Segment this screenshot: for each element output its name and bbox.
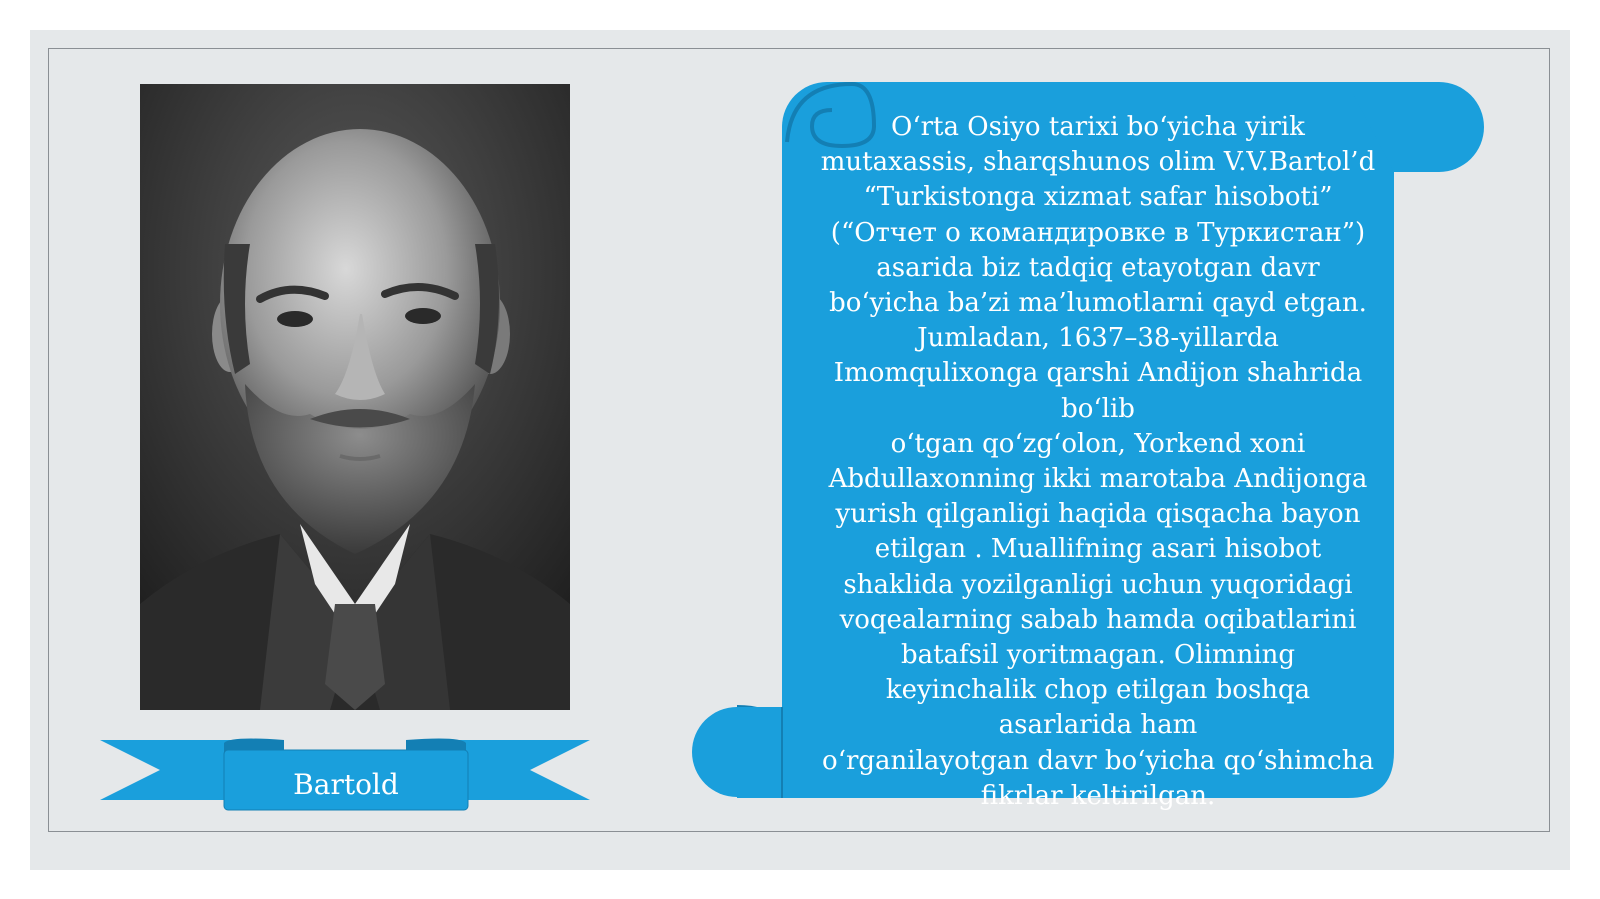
scroll-body-text: O‘rta Osiyo tarixi bo‘yicha yirik mutaxassis, sharqshunos olim V.V.Bartol’d “Turkistonga xizmat safar hisoboti” (“Отчет о командировке в Туркистан”) asarida biz tadqiq etayotgan davr bo‘yicha ba’zi ma’lumotlarni qayd etgan. Jumladan, 1637–38-yillarda Imomqulixonga qarshi Andijon shahrida bo‘lib o‘tgan qo‘zg‘olon, Yorkend xoni Abdullaxonning ikki marotaba Andijonga yurish qilganligi haqida qisqacha bayon etilgan . Muallifning asari hisobot shaklida yozilganligi uchun yuqoridagi voqealarning sabab hamda oqibatlarini batafsil yoritmagan. Olimning keyinchalik chop etilgan boshqa asarlarida ham o‘rganilayotgan davr bo‘yicha qo‘shimcha fikrlar keltirilgan. [820,112,1376,811]
ribbon-label: Bartold [293,768,399,801]
text-scroll [692,82,1522,842]
portrait-photo [140,84,570,710]
name-ribbon [100,738,590,818]
slide [30,30,1570,870]
portrait-illustration [140,84,570,710]
